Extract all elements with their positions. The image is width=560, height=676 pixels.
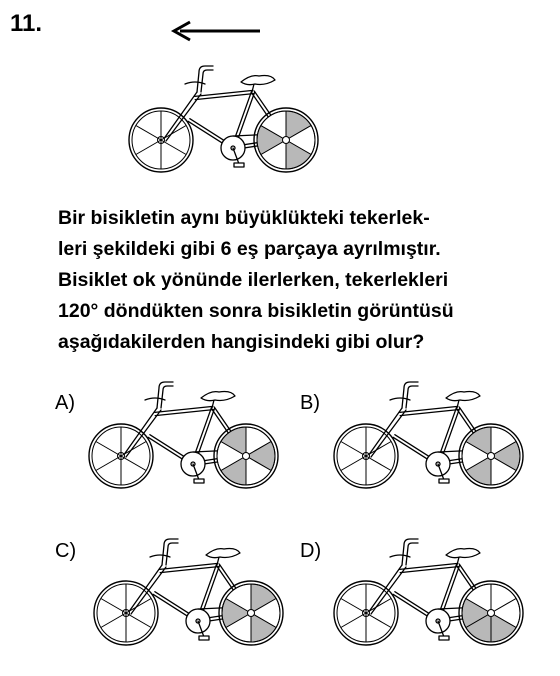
question-number: 11. xyxy=(10,10,43,37)
question-line: 120° döndükten sonra bisikletin görüntüsü xyxy=(58,300,454,322)
option-b-label: B) xyxy=(300,392,320,414)
question-line: leri şekildeki gibi 6 eş parçaya ayrılmıştır. xyxy=(58,238,441,260)
option-a-bicycle-image[interactable] xyxy=(85,386,285,506)
option-c-label: C) xyxy=(55,540,77,562)
option-d-label: D) xyxy=(300,540,322,562)
option-b-bicycle-image[interactable] xyxy=(330,386,530,506)
question-text xyxy=(58,203,538,358)
question-line: Bir bisikletin aynı büyüklükteki tekerlek- xyxy=(58,207,430,229)
question-line: Bisiklet ok yönünde ilerlerken, tekerlekleri xyxy=(58,269,449,291)
direction-arrow-icon xyxy=(170,20,265,42)
option-c-bicycle-image[interactable] xyxy=(90,543,290,663)
option-d-bicycle-image[interactable] xyxy=(330,543,530,663)
option-a-label: A) xyxy=(55,392,75,414)
main-bicycle-image xyxy=(125,70,325,190)
question-line: aşağıdakilerden hangisindeki gibi olur? xyxy=(58,331,425,353)
